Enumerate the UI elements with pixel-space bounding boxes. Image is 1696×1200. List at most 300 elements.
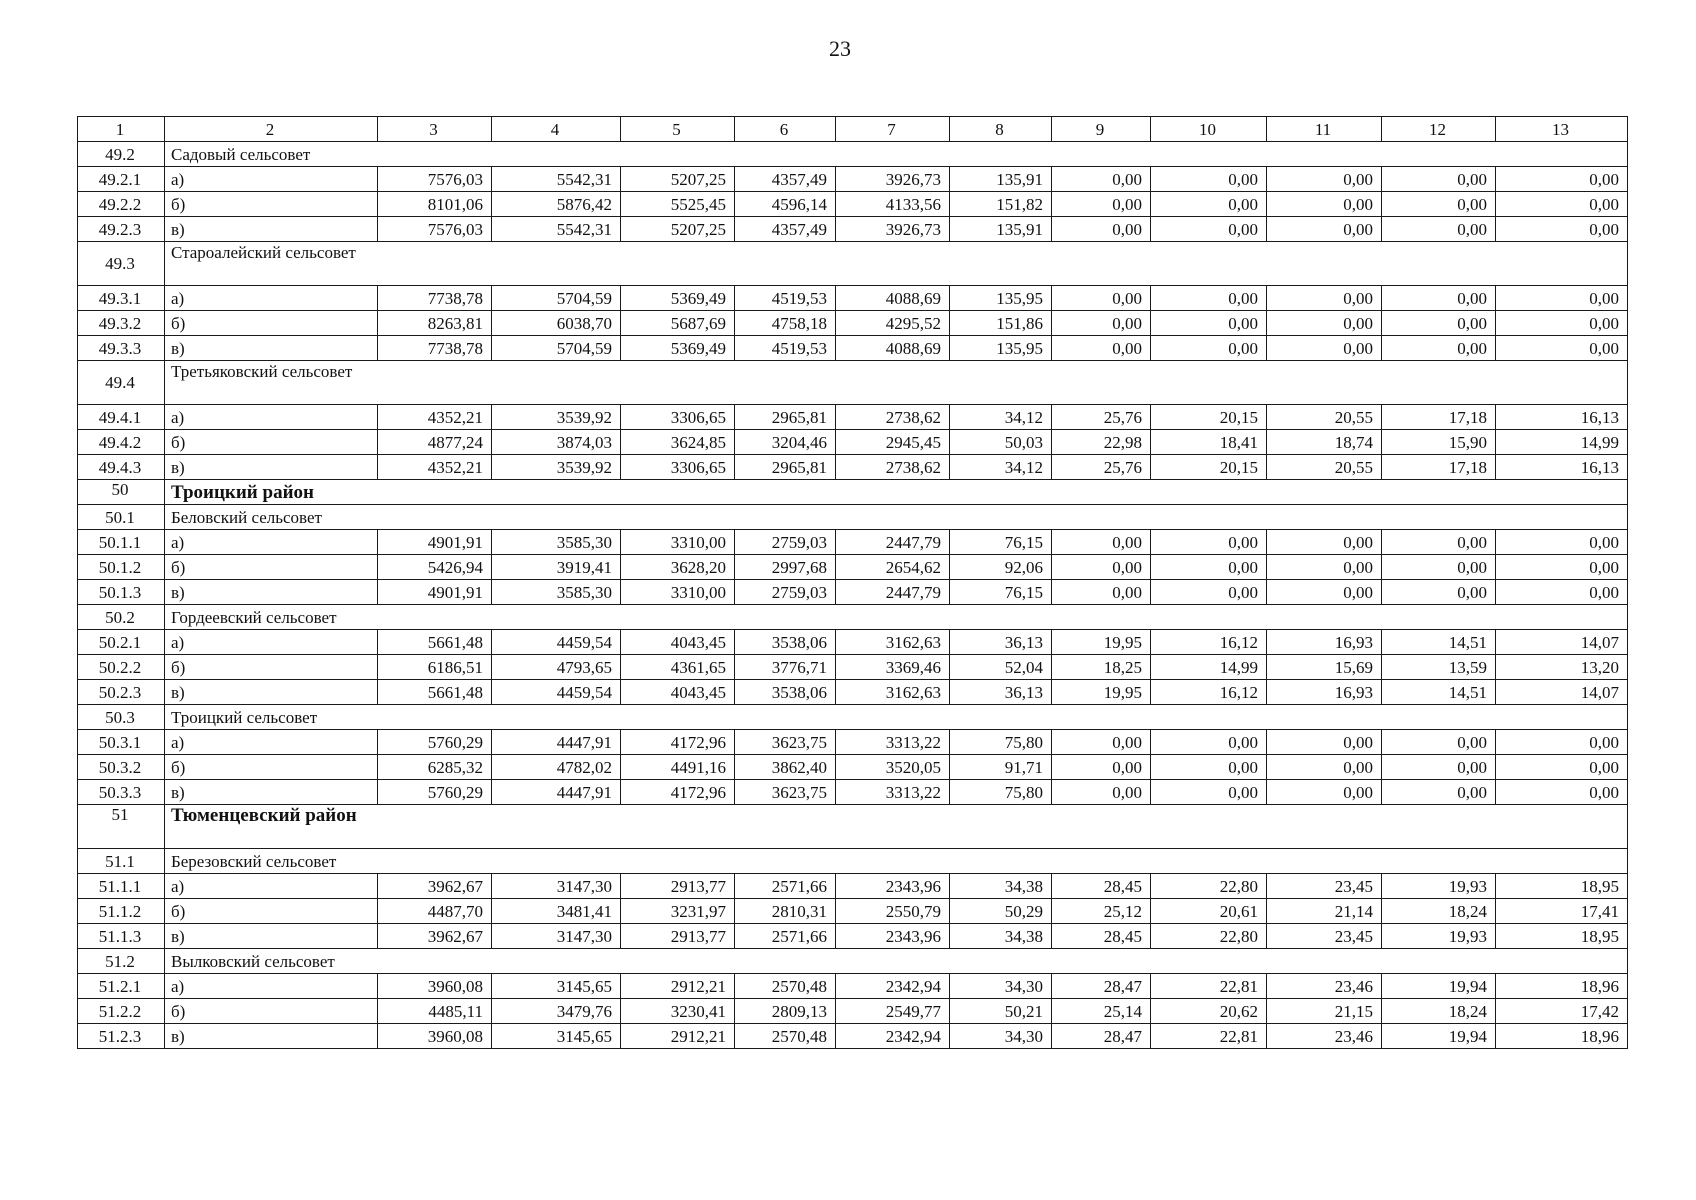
- section-row: [78, 242, 1628, 286]
- value-cell: 22,81: [1151, 1024, 1267, 1049]
- value-cell: 0,00: [1382, 730, 1496, 755]
- value-cell: 2342,94: [836, 1024, 950, 1049]
- variant-label: в): [165, 924, 378, 949]
- variant-label: а): [165, 630, 378, 655]
- value-cell: 0,00: [1496, 555, 1628, 580]
- value-cell: 2447,79: [836, 530, 950, 555]
- value-cell: 0,00: [1382, 530, 1496, 555]
- value-cell: 4487,70: [378, 899, 492, 924]
- value-cell: 18,25: [1052, 655, 1151, 680]
- value-cell: 135,91: [950, 217, 1052, 242]
- value-cell: 2570,48: [735, 1024, 836, 1049]
- value-cell: 13,59: [1382, 655, 1496, 680]
- value-cell: 4519,53: [735, 336, 836, 361]
- section-row: [78, 505, 1628, 530]
- table-row: [78, 217, 1628, 242]
- value-cell: 4357,49: [735, 167, 836, 192]
- row-number: 49.4: [78, 361, 165, 405]
- value-cell: 23,46: [1267, 974, 1382, 999]
- value-cell: 4088,69: [836, 336, 950, 361]
- value-cell: 3204,46: [735, 430, 836, 455]
- table-body: [78, 142, 1628, 1049]
- value-cell: 3624,85: [621, 430, 735, 455]
- value-cell: 0,00: [1267, 217, 1382, 242]
- value-cell: 6186,51: [378, 655, 492, 680]
- value-cell: 3623,75: [735, 730, 836, 755]
- value-cell: 3310,00: [621, 530, 735, 555]
- value-cell: 20,15: [1151, 455, 1267, 480]
- row-number: 51.2.1: [78, 974, 165, 999]
- value-cell: 5704,59: [492, 286, 621, 311]
- value-cell: 13,20: [1496, 655, 1628, 680]
- table-row: [78, 455, 1628, 480]
- value-cell: 0,00: [1496, 286, 1628, 311]
- value-cell: 5207,25: [621, 167, 735, 192]
- value-cell: 0,00: [1496, 311, 1628, 336]
- value-cell: 4447,91: [492, 730, 621, 755]
- variant-label: а): [165, 286, 378, 311]
- section-name: Третьяковский сельсовет: [165, 361, 378, 405]
- empty-span: [378, 505, 1628, 530]
- column-header: 3: [378, 117, 492, 142]
- district-row: [78, 805, 1628, 849]
- value-cell: 28,47: [1052, 1024, 1151, 1049]
- row-number: 50.1.2: [78, 555, 165, 580]
- value-cell: 0,00: [1382, 167, 1496, 192]
- value-cell: 16,13: [1496, 405, 1628, 430]
- value-cell: 3231,97: [621, 899, 735, 924]
- value-cell: 0,00: [1151, 167, 1267, 192]
- value-cell: 76,15: [950, 530, 1052, 555]
- value-cell: 2945,45: [836, 430, 950, 455]
- column-header: 8: [950, 117, 1052, 142]
- section-name: Троицкий район: [165, 480, 378, 505]
- value-cell: 2654,62: [836, 555, 950, 580]
- value-cell: 3313,22: [836, 730, 950, 755]
- value-cell: 4877,24: [378, 430, 492, 455]
- variant-label: б): [165, 655, 378, 680]
- value-cell: 34,30: [950, 974, 1052, 999]
- value-cell: 2810,31: [735, 899, 836, 924]
- section-name: Староалейский сельсовет: [165, 242, 378, 286]
- value-cell: 16,12: [1151, 680, 1267, 705]
- row-number: 51.2.2: [78, 999, 165, 1024]
- value-cell: 0,00: [1151, 755, 1267, 780]
- value-cell: 0,00: [1496, 336, 1628, 361]
- value-cell: 3538,06: [735, 680, 836, 705]
- value-cell: 25,76: [1052, 455, 1151, 480]
- column-header: 11: [1267, 117, 1382, 142]
- value-cell: 3162,63: [836, 680, 950, 705]
- row-number: 49.3: [78, 242, 165, 286]
- value-cell: 151,86: [950, 311, 1052, 336]
- variant-label: б): [165, 555, 378, 580]
- row-number: 49.4.2: [78, 430, 165, 455]
- value-cell: 28,45: [1052, 874, 1151, 899]
- variant-label: а): [165, 167, 378, 192]
- value-cell: 0,00: [1496, 580, 1628, 605]
- row-number: 50.2.2: [78, 655, 165, 680]
- value-cell: 0,00: [1151, 217, 1267, 242]
- table-row: [78, 730, 1628, 755]
- value-cell: 3962,67: [378, 924, 492, 949]
- value-cell: 4485,11: [378, 999, 492, 1024]
- section-name: Березовский сельсовет: [165, 849, 378, 874]
- value-cell: 50,29: [950, 899, 1052, 924]
- value-cell: 7576,03: [378, 217, 492, 242]
- variant-label: б): [165, 899, 378, 924]
- row-number: 51.1.1: [78, 874, 165, 899]
- value-cell: 3520,05: [836, 755, 950, 780]
- value-cell: 2549,77: [836, 999, 950, 1024]
- value-cell: 0,00: [1052, 286, 1151, 311]
- value-cell: 22,81: [1151, 974, 1267, 999]
- variant-label: а): [165, 730, 378, 755]
- value-cell: 5661,48: [378, 630, 492, 655]
- section-row: [78, 605, 1628, 630]
- section-name: Гордеевский сельсовет: [165, 605, 378, 630]
- table-row: [78, 924, 1628, 949]
- empty-span: [378, 805, 1628, 849]
- value-cell: 2912,21: [621, 1024, 735, 1049]
- value-cell: 0,00: [1382, 192, 1496, 217]
- value-cell: 0,00: [1151, 336, 1267, 361]
- row-number: 49.2.2: [78, 192, 165, 217]
- value-cell: 91,71: [950, 755, 1052, 780]
- variant-label: в): [165, 1024, 378, 1049]
- value-cell: 0,00: [1052, 336, 1151, 361]
- value-cell: 0,00: [1496, 780, 1628, 805]
- variant-label: а): [165, 530, 378, 555]
- value-cell: 0,00: [1267, 755, 1382, 780]
- value-cell: 5426,94: [378, 555, 492, 580]
- value-cell: 17,18: [1382, 405, 1496, 430]
- value-cell: 135,95: [950, 336, 1052, 361]
- value-cell: 23,46: [1267, 1024, 1382, 1049]
- value-cell: 4088,69: [836, 286, 950, 311]
- value-cell: 4782,02: [492, 755, 621, 780]
- value-cell: 14,51: [1382, 680, 1496, 705]
- value-cell: 0,00: [1382, 580, 1496, 605]
- value-cell: 25,14: [1052, 999, 1151, 1024]
- row-number: 50: [78, 480, 165, 505]
- value-cell: 5369,49: [621, 286, 735, 311]
- value-cell: 3623,75: [735, 780, 836, 805]
- column-header: 13: [1496, 117, 1628, 142]
- value-cell: 5542,31: [492, 217, 621, 242]
- table-row: [78, 405, 1628, 430]
- value-cell: 3310,00: [621, 580, 735, 605]
- value-cell: 0,00: [1151, 555, 1267, 580]
- variant-label: б): [165, 755, 378, 780]
- value-cell: 3147,30: [492, 874, 621, 899]
- row-number: 51: [78, 805, 165, 849]
- column-header: 2: [165, 117, 378, 142]
- value-cell: 3862,40: [735, 755, 836, 780]
- section-name: Вылковский сельсовет: [165, 949, 378, 974]
- value-cell: 75,80: [950, 730, 1052, 755]
- value-cell: 0,00: [1151, 192, 1267, 217]
- value-cell: 19,95: [1052, 630, 1151, 655]
- variant-label: а): [165, 874, 378, 899]
- value-cell: 3585,30: [492, 580, 621, 605]
- table-row: [78, 286, 1628, 311]
- column-header: 9: [1052, 117, 1151, 142]
- row-number: 49.3.3: [78, 336, 165, 361]
- value-cell: 3306,65: [621, 405, 735, 430]
- value-cell: 22,80: [1151, 924, 1267, 949]
- value-cell: 34,30: [950, 1024, 1052, 1049]
- value-cell: 3145,65: [492, 974, 621, 999]
- value-cell: 7738,78: [378, 286, 492, 311]
- table-row: [78, 530, 1628, 555]
- value-cell: 0,00: [1267, 780, 1382, 805]
- page-number: 23: [829, 36, 851, 61]
- value-cell: 8263,81: [378, 311, 492, 336]
- row-number: 49.2.3: [78, 217, 165, 242]
- value-cell: 5369,49: [621, 336, 735, 361]
- row-number: 50.1.1: [78, 530, 165, 555]
- value-cell: 4043,45: [621, 680, 735, 705]
- value-cell: 3628,20: [621, 555, 735, 580]
- row-number: 49.2.1: [78, 167, 165, 192]
- value-cell: 4459,54: [492, 680, 621, 705]
- value-cell: 14,99: [1151, 655, 1267, 680]
- value-cell: 3539,92: [492, 405, 621, 430]
- value-cell: 4596,14: [735, 192, 836, 217]
- value-cell: 0,00: [1496, 530, 1628, 555]
- empty-span: [378, 705, 1628, 730]
- value-cell: 14,99: [1496, 430, 1628, 455]
- value-cell: 2343,96: [836, 924, 950, 949]
- value-cell: 4172,96: [621, 780, 735, 805]
- value-cell: 0,00: [1267, 730, 1382, 755]
- variant-label: в): [165, 336, 378, 361]
- value-cell: 3960,08: [378, 974, 492, 999]
- value-cell: 18,74: [1267, 430, 1382, 455]
- value-cell: 5661,48: [378, 680, 492, 705]
- value-cell: 2571,66: [735, 924, 836, 949]
- value-cell: 2342,94: [836, 974, 950, 999]
- value-cell: 0,00: [1151, 311, 1267, 336]
- value-cell: 14,51: [1382, 630, 1496, 655]
- value-cell: 3162,63: [836, 630, 950, 655]
- value-cell: 21,15: [1267, 999, 1382, 1024]
- value-cell: 2913,77: [621, 924, 735, 949]
- value-cell: 0,00: [1052, 730, 1151, 755]
- value-cell: 34,12: [950, 455, 1052, 480]
- value-cell: 7738,78: [378, 336, 492, 361]
- variant-label: в): [165, 780, 378, 805]
- value-cell: 2738,62: [836, 455, 950, 480]
- value-cell: 4133,56: [836, 192, 950, 217]
- value-cell: 2447,79: [836, 580, 950, 605]
- value-cell: 22,98: [1052, 430, 1151, 455]
- value-cell: 2759,03: [735, 530, 836, 555]
- row-number: 51.2.3: [78, 1024, 165, 1049]
- value-cell: 4491,16: [621, 755, 735, 780]
- value-cell: 3481,41: [492, 899, 621, 924]
- empty-span: [378, 361, 1628, 405]
- value-cell: 4758,18: [735, 311, 836, 336]
- value-cell: 0,00: [1151, 780, 1267, 805]
- variant-label: в): [165, 580, 378, 605]
- value-cell: 135,91: [950, 167, 1052, 192]
- section-name: Троицкий сельсовет: [165, 705, 378, 730]
- value-cell: 16,93: [1267, 630, 1382, 655]
- table-row: [78, 580, 1628, 605]
- value-cell: 20,55: [1267, 455, 1382, 480]
- value-cell: 34,12: [950, 405, 1052, 430]
- row-number: 50.2: [78, 605, 165, 630]
- value-cell: 3960,08: [378, 1024, 492, 1049]
- row-number: 49.2: [78, 142, 165, 167]
- value-cell: 17,42: [1496, 999, 1628, 1024]
- value-cell: 2913,77: [621, 874, 735, 899]
- value-cell: 3926,73: [836, 217, 950, 242]
- value-cell: 28,47: [1052, 974, 1151, 999]
- value-cell: 2550,79: [836, 899, 950, 924]
- row-number: 50.1.3: [78, 580, 165, 605]
- value-cell: 5542,31: [492, 167, 621, 192]
- value-cell: 4361,65: [621, 655, 735, 680]
- tariff-table: [77, 116, 1628, 1049]
- value-cell: 19,94: [1382, 974, 1496, 999]
- value-cell: 0,00: [1267, 167, 1382, 192]
- value-cell: 3479,76: [492, 999, 621, 1024]
- value-cell: 4793,65: [492, 655, 621, 680]
- variant-label: б): [165, 999, 378, 1024]
- value-cell: 50,21: [950, 999, 1052, 1024]
- column-header: 12: [1382, 117, 1496, 142]
- value-cell: 36,13: [950, 680, 1052, 705]
- value-cell: 3230,41: [621, 999, 735, 1024]
- district-row: [78, 480, 1628, 505]
- column-header: 7: [836, 117, 950, 142]
- value-cell: 18,95: [1496, 874, 1628, 899]
- value-cell: 2965,81: [735, 405, 836, 430]
- empty-span: [378, 142, 1628, 167]
- section-row: [78, 849, 1628, 874]
- value-cell: 20,62: [1151, 999, 1267, 1024]
- section-name: Садовый сельсовет: [165, 142, 378, 167]
- section-row: [78, 142, 1628, 167]
- value-cell: 0,00: [1052, 580, 1151, 605]
- value-cell: 3919,41: [492, 555, 621, 580]
- value-cell: 0,00: [1267, 286, 1382, 311]
- value-cell: 18,24: [1382, 999, 1496, 1024]
- variant-label: в): [165, 680, 378, 705]
- row-number: 50.3.1: [78, 730, 165, 755]
- table-row: [78, 430, 1628, 455]
- value-cell: 4352,21: [378, 455, 492, 480]
- value-cell: 23,45: [1267, 874, 1382, 899]
- value-cell: 16,93: [1267, 680, 1382, 705]
- value-cell: 16,13: [1496, 455, 1628, 480]
- value-cell: 76,15: [950, 580, 1052, 605]
- value-cell: 50,03: [950, 430, 1052, 455]
- value-cell: 0,00: [1052, 780, 1151, 805]
- value-cell: 18,96: [1496, 974, 1628, 999]
- empty-span: [378, 605, 1628, 630]
- value-cell: 7576,03: [378, 167, 492, 192]
- table-row: [78, 167, 1628, 192]
- value-cell: 4901,91: [378, 530, 492, 555]
- value-cell: 5760,29: [378, 730, 492, 755]
- row-number: 51.1.3: [78, 924, 165, 949]
- value-cell: 2571,66: [735, 874, 836, 899]
- value-cell: 20,15: [1151, 405, 1267, 430]
- table-row: [78, 192, 1628, 217]
- value-cell: 4901,91: [378, 580, 492, 605]
- value-cell: 3776,71: [735, 655, 836, 680]
- column-header: 5: [621, 117, 735, 142]
- value-cell: 19,93: [1382, 874, 1496, 899]
- value-cell: 18,41: [1151, 430, 1267, 455]
- value-cell: 16,12: [1151, 630, 1267, 655]
- value-cell: 75,80: [950, 780, 1052, 805]
- value-cell: 19,95: [1052, 680, 1151, 705]
- column-header: 10: [1151, 117, 1267, 142]
- table-row: [78, 755, 1628, 780]
- value-cell: 4519,53: [735, 286, 836, 311]
- value-cell: 5687,69: [621, 311, 735, 336]
- value-cell: 19,93: [1382, 924, 1496, 949]
- value-cell: 25,76: [1052, 405, 1151, 430]
- value-cell: 5704,59: [492, 336, 621, 361]
- variant-label: в): [165, 455, 378, 480]
- value-cell: 34,38: [950, 874, 1052, 899]
- variant-label: б): [165, 430, 378, 455]
- table-row: [78, 655, 1628, 680]
- value-cell: 3874,03: [492, 430, 621, 455]
- value-cell: 2343,96: [836, 874, 950, 899]
- value-cell: 36,13: [950, 630, 1052, 655]
- empty-span: [378, 480, 1628, 505]
- value-cell: 2738,62: [836, 405, 950, 430]
- row-number: 49.4.1: [78, 405, 165, 430]
- row-number: 50.3: [78, 705, 165, 730]
- table-row: [78, 680, 1628, 705]
- value-cell: 3585,30: [492, 530, 621, 555]
- value-cell: 0,00: [1382, 336, 1496, 361]
- empty-span: [378, 949, 1628, 974]
- row-number: 50.2.3: [78, 680, 165, 705]
- section-name: Тюменцевский район: [165, 805, 378, 849]
- value-cell: 0,00: [1052, 755, 1151, 780]
- value-cell: 4447,91: [492, 780, 621, 805]
- value-cell: 22,80: [1151, 874, 1267, 899]
- table-row: [78, 555, 1628, 580]
- value-cell: 0,00: [1496, 730, 1628, 755]
- value-cell: 0,00: [1267, 192, 1382, 217]
- value-cell: 0,00: [1382, 780, 1496, 805]
- value-cell: 0,00: [1052, 192, 1151, 217]
- value-cell: 2965,81: [735, 455, 836, 480]
- value-cell: 0,00: [1052, 311, 1151, 336]
- value-cell: 0,00: [1267, 580, 1382, 605]
- value-cell: 3147,30: [492, 924, 621, 949]
- row-number: 50.1: [78, 505, 165, 530]
- table-row: [78, 780, 1628, 805]
- row-number: 50.3.2: [78, 755, 165, 780]
- value-cell: 18,96: [1496, 1024, 1628, 1049]
- row-number: 50.2.1: [78, 630, 165, 655]
- value-cell: 18,24: [1382, 899, 1496, 924]
- value-cell: 20,61: [1151, 899, 1267, 924]
- value-cell: 18,95: [1496, 924, 1628, 949]
- value-cell: 21,14: [1267, 899, 1382, 924]
